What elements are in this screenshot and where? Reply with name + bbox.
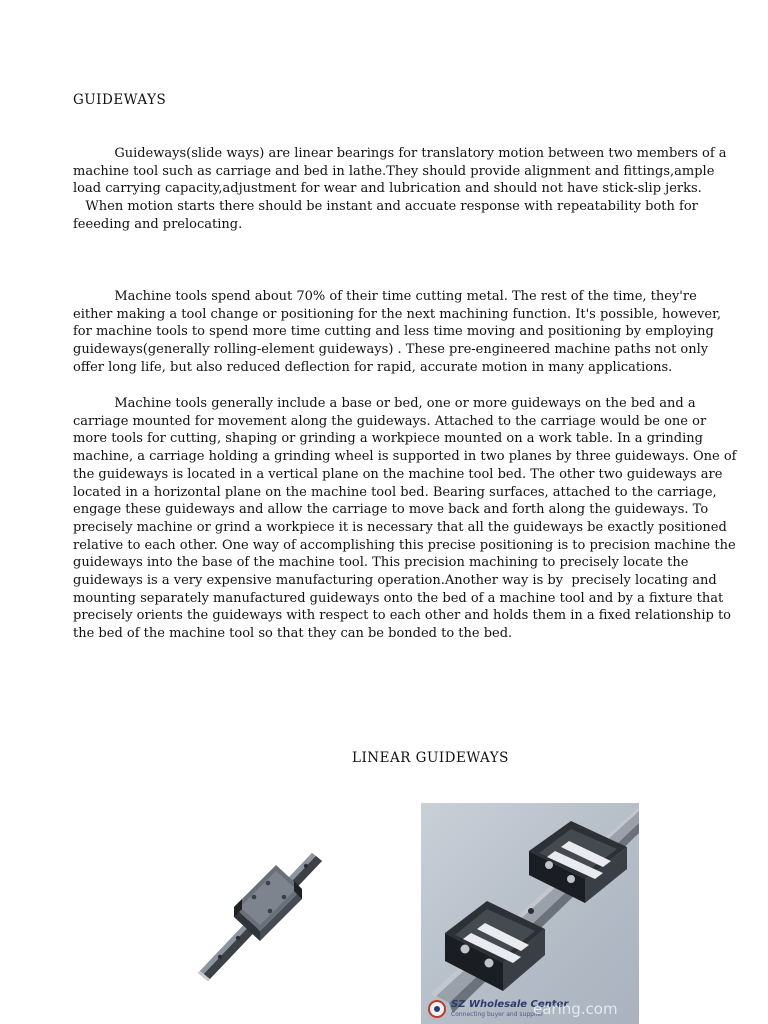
- paragraph-line: more tools for cutting, shaping or grinding a workpiece mounted on a work table. In a grinding: [73, 431, 703, 447]
- paragraph-2: [73, 288, 722, 377]
- paragraph-line: relative to each other. One way of accomplishing this precise positioning is to precision machine the: [73, 537, 736, 553]
- paragraph-line: offer long life, but also reduced deflection for rapid, accurate motion in many applications.: [73, 359, 673, 375]
- linear-guide-image-double: [421, 803, 639, 1024]
- watermark-tagline: Connecting buyer and supplier: [451, 1011, 544, 1018]
- paragraph-line: feeeding and prelocating.: [73, 216, 243, 232]
- paragraph-line: Machine tools generally include a base or bed, one or more guideways on the bed and a: [73, 396, 696, 411]
- paragraph-line: the bed of the machine tool so that they can be bonded to the bed.: [73, 626, 513, 642]
- watermark-site: earing.com: [533, 1000, 618, 1018]
- linear-guide-photo: [421, 803, 639, 1024]
- paragraph-1: [73, 145, 727, 234]
- watermark-name: SZ Wholesale Center: [451, 999, 569, 1010]
- paragraph-line: guideways is a very expensive manufacturing operation.Another way is by precisely locating and: [73, 573, 717, 589]
- linear-guide-image-single: [190, 845, 330, 985]
- paragraph-line: either making a tool change or positioning for the next machining function. It's possible, however,: [73, 306, 722, 322]
- paragraph-line: located in a horizontal plane on the machine tool bed. Bearing surfaces, attached to the carriage,: [73, 484, 717, 500]
- paragraph-line: mounting separately manufactured guideways onto the bed of a machine tool and by a fixture that: [73, 590, 724, 606]
- paragraph-line: machine tool such as carriage and bed in lathe.They should provide alignment and fittings,ample: [73, 163, 715, 179]
- paragraph-line: for machine tools to spend more time cutting and less time moving and positioning by employing: [73, 324, 714, 340]
- watermark-logo-icon: [427, 999, 447, 1019]
- section-heading: GUIDEWAYS: [73, 92, 167, 108]
- paragraph-3: [73, 395, 737, 643]
- paragraph-line: machine, a carriage holding a grinding wheel is supported in two planes by three guideways. One of: [73, 449, 737, 465]
- paragraph-line: engage these guideways and allow the carriage to move back and forth along the guideways. To: [73, 502, 709, 518]
- paragraph-line: precisely orients the guideways with respect to each other and holds them in a fixed relationship to: [73, 608, 732, 624]
- paragraph-line: carriage mounted for movement along the guideways. Attached to the carriage would be one or: [73, 413, 707, 429]
- watermark: [425, 998, 639, 1020]
- paragraph-line: Guideways(slide ways) are linear bearings for translatory motion between two members of a: [73, 146, 727, 161]
- paragraph-line: load carrying capacity,adjustment for wear and lubrication and should not have stick-slip jerks.: [73, 181, 702, 197]
- paragraph-line: Machine tools spend about 70% of their time cutting metal. The rest of the time, they're: [73, 289, 697, 304]
- paragraph-line: guideways(generally rolling-element guideways) . These pre-engineered machine paths not only: [73, 342, 709, 358]
- figure-title: LINEAR GUIDEWAYS: [352, 750, 509, 766]
- paragraph-line: the guideways is located in a vertical plane on the machine tool bed. The other two guideways are: [73, 466, 723, 482]
- paragraph-line: guideways into the base of the machine tool. This precision machining to precisely locate the: [73, 555, 689, 571]
- paragraph-line: precisely machine or grind a workpiece it is necessary that all the guideways be exactly positioned: [73, 519, 727, 535]
- paragraph-line: When motion starts there should be instant and accuate response with repeatability both for: [73, 199, 698, 215]
